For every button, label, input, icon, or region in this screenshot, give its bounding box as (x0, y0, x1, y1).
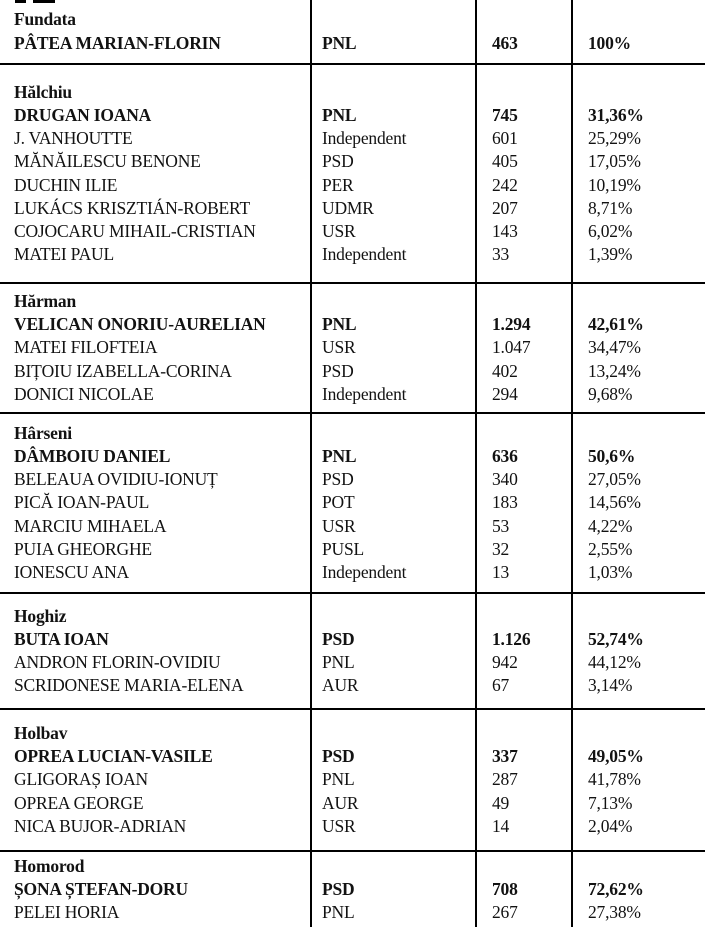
candidate-name: LUKÁCS KRISZTIÁN-ROBERT (14, 197, 250, 218)
candidate-row (0, 538, 705, 561)
candidate-name: COJOCARU MIHAIL-CRISTIAN (14, 220, 256, 241)
candidate-row (0, 127, 705, 150)
results-section (0, 850, 705, 927)
party-cell-empty (312, 722, 476, 745)
candidate-name: MATEI FILOFTEIA (14, 337, 158, 358)
votes-cell-empty (476, 8, 573, 31)
vote-count: 287 (492, 769, 518, 790)
candidate-row (0, 197, 705, 220)
candidate-name: VELICAN ONORIU-AURELIAN (14, 314, 266, 335)
candidate-name: ȘONA ȘTEFAN-DORU (14, 878, 188, 899)
candidate-row (0, 150, 705, 173)
vote-percent: 100% (588, 32, 631, 53)
vote-count: 708 (492, 878, 518, 899)
party-name: Independent (322, 562, 407, 582)
candidate-row (0, 768, 705, 791)
party-name: PSD (322, 360, 354, 381)
vote-count: 183 (492, 492, 518, 513)
party-name: PSD (322, 151, 354, 172)
vote-percent: 7,13% (588, 792, 633, 813)
percent-cell-empty (573, 81, 705, 104)
locality-header-row (0, 722, 705, 745)
party-name: POT (322, 492, 355, 513)
candidate-row (0, 360, 705, 383)
vote-percent: 6,02% (588, 220, 633, 241)
locality-name: Hărman (14, 290, 76, 311)
results-section (0, 63, 705, 282)
party-name: USR (322, 515, 356, 536)
cropped-text-artifact (15, 0, 26, 3)
vote-percent: 34,47% (588, 337, 641, 358)
vote-count: 745 (492, 104, 518, 125)
percent-cell-empty (573, 8, 705, 31)
candidate-name: OPREA LUCIAN-VASILE (14, 746, 213, 767)
party-name: PNL (322, 769, 355, 790)
column-divider-percent (571, 0, 573, 927)
candidate-name: MATEI PAUL (14, 244, 114, 265)
candidate-name: OPREA GEORGE (14, 792, 144, 813)
candidate-row (0, 628, 705, 651)
cropped-text-artifact (33, 0, 55, 3)
party-name: PNL (322, 902, 355, 923)
candidate-row (0, 651, 705, 674)
vote-count: 14 (492, 815, 510, 836)
vote-count: 1.294 (492, 314, 531, 335)
percent-cell-empty (573, 605, 705, 628)
candidate-row (0, 383, 705, 406)
candidate-name: IONESCU ANA (14, 562, 129, 582)
candidate-row (0, 174, 705, 197)
vote-count: 463 (492, 32, 518, 53)
party-name: PNL (322, 104, 357, 125)
results-section (0, 282, 705, 412)
candidate-name: GLIGORAȘ IOAN (14, 769, 148, 790)
vote-count: 49 (492, 792, 510, 813)
candidate-name: J. VANHOUTTE (14, 128, 133, 149)
vote-count: 601 (492, 128, 518, 149)
candidate-row (0, 243, 705, 266)
percent-cell-empty (573, 422, 705, 445)
vote-percent: 31,36% (588, 104, 644, 125)
candidate-name: PÂTEA MARIAN-FLORIN (14, 32, 221, 53)
vote-count: 1.126 (492, 628, 531, 649)
vote-percent: 4,22% (588, 515, 633, 536)
percent-cell-empty (573, 722, 705, 745)
vote-percent: 72,62% (588, 878, 644, 899)
party-cell-empty (312, 81, 476, 104)
candidate-row (0, 515, 705, 538)
vote-count: 337 (492, 746, 518, 767)
vote-percent: 2,04% (588, 815, 633, 836)
vote-percent: 10,19% (588, 174, 641, 195)
vote-percent: 13,24% (588, 360, 641, 381)
candidate-name: NICA BUJOR-ADRIAN (14, 815, 187, 836)
candidate-name: PICĂ IOAN-PAUL (14, 492, 150, 513)
candidate-name: DÂMBOIU DANIEL (14, 445, 171, 466)
candidate-name: BUTA IOAN (14, 628, 109, 649)
party-cell-empty (312, 605, 476, 628)
vote-count: 143 (492, 220, 518, 241)
column-divider-votes (475, 0, 477, 927)
locality-header-row (0, 81, 705, 104)
locality-header-row (0, 8, 705, 31)
vote-percent: 9,68% (588, 383, 633, 404)
party-name: PNL (322, 314, 357, 335)
locality-name: Homorod (14, 855, 85, 876)
results-section (0, 412, 705, 592)
candidate-row (0, 220, 705, 243)
candidate-name: ANDRON FLORIN-OVIDIU (14, 652, 221, 672)
party-cell-empty (312, 422, 476, 445)
percent-cell-empty (573, 290, 705, 313)
party-name: PSD (322, 469, 354, 490)
candidate-name: BELEAUA OVIDIU-IONUȚ (14, 469, 218, 490)
votes-cell-empty (476, 855, 573, 878)
vote-count: 207 (492, 197, 518, 218)
party-name: USR (322, 815, 356, 836)
party-cell-empty (312, 8, 476, 31)
vote-count: 1.047 (492, 337, 531, 358)
votes-cell-empty (476, 605, 573, 628)
results-section (0, 708, 705, 850)
party-name: PSD (322, 746, 355, 767)
vote-percent: 52,74% (588, 628, 644, 649)
candidate-row (0, 491, 705, 514)
candidate-name: MĂNĂILESCU BENONE (14, 151, 201, 172)
candidate-name: BIȚOIU IZABELLA-CORINA (14, 360, 232, 381)
party-name: PSD (322, 628, 355, 649)
party-name: PUSL (322, 538, 364, 559)
locality-name: Holbav (14, 722, 68, 743)
candidate-row (0, 468, 705, 491)
vote-percent: 27,05% (588, 469, 641, 490)
party-name: AUR (322, 792, 359, 813)
candidate-row (0, 745, 705, 768)
locality-name: Hălchiu (14, 81, 72, 102)
candidate-name: DRUGAN IOANA (14, 104, 152, 125)
vote-percent: 17,05% (588, 151, 641, 172)
party-cell-empty (312, 290, 476, 313)
party-name: UDMR (322, 197, 374, 218)
votes-cell-empty (476, 722, 573, 745)
vote-count: 402 (492, 360, 518, 381)
vote-count: 53 (492, 515, 510, 536)
candidate-row (0, 815, 705, 838)
party-name: PER (322, 174, 354, 195)
vote-count: 242 (492, 174, 518, 195)
vote-percent: 8,71% (588, 197, 633, 218)
vote-percent: 2,55% (588, 538, 633, 559)
locality-header-row (0, 855, 705, 878)
party-name: PNL (322, 445, 357, 466)
candidate-row (0, 878, 705, 901)
vote-count: 636 (492, 445, 518, 466)
results-section (0, 0, 705, 63)
locality-name: Hoghiz (14, 605, 67, 626)
vote-count: 340 (492, 469, 518, 490)
votes-cell-empty (476, 81, 573, 104)
candidate-name: PUIA GHEORGHE (14, 538, 152, 559)
party-name: Independent (322, 244, 407, 265)
locality-name: Fundata (14, 9, 76, 30)
candidate-row (0, 32, 705, 55)
party-name: Independent (322, 128, 407, 149)
vote-percent: 41,78% (588, 769, 641, 790)
candidate-row (0, 674, 705, 697)
vote-count: 405 (492, 151, 518, 172)
party-name: PNL (322, 652, 355, 672)
vote-percent: 1,03% (588, 562, 633, 582)
vote-count: 942 (492, 652, 518, 672)
votes-cell-empty (476, 290, 573, 313)
vote-percent: 42,61% (588, 314, 644, 335)
party-name: PNL (322, 32, 357, 53)
vote-percent: 50,6% (588, 445, 636, 466)
party-name: USR (322, 220, 356, 241)
vote-percent: 44,12% (588, 652, 641, 672)
candidate-row (0, 901, 705, 924)
vote-count: 13 (492, 562, 510, 582)
vote-count: 32 (492, 538, 510, 559)
vote-percent: 25,29% (588, 128, 641, 149)
column-divider-party (310, 0, 312, 927)
locality-header-row (0, 422, 705, 445)
vote-percent: 3,14% (588, 675, 633, 696)
candidate-name: MARCIU MIHAELA (14, 515, 167, 536)
candidate-row (0, 336, 705, 359)
party-name: PSD (322, 878, 355, 899)
candidate-row (0, 561, 705, 584)
candidate-row (0, 313, 705, 336)
vote-percent: 14,56% (588, 492, 641, 513)
candidate-name: SCRIDONESE MARIA-ELENA (14, 675, 244, 696)
locality-name: Hârseni (14, 422, 72, 443)
vote-count: 267 (492, 902, 518, 923)
party-name: AUR (322, 675, 359, 696)
vote-percent: 49,05% (588, 746, 644, 767)
candidate-row (0, 445, 705, 468)
candidate-name: DONICI NICOLAE (14, 383, 154, 404)
party-name: Independent (322, 383, 407, 404)
vote-percent: 1,39% (588, 244, 633, 265)
party-name: USR (322, 337, 356, 358)
vote-count: 33 (492, 244, 510, 265)
candidate-name: DUCHIN ILIE (14, 174, 118, 195)
candidate-name: PELEI HORIA (14, 902, 120, 923)
vote-count: 67 (492, 675, 510, 696)
party-cell-empty (312, 855, 476, 878)
results-section (0, 592, 705, 708)
vote-percent: 27,38% (588, 902, 641, 923)
locality-header-row (0, 290, 705, 313)
percent-cell-empty (573, 855, 705, 878)
vote-count: 294 (492, 383, 518, 404)
candidate-row (0, 792, 705, 815)
locality-header-row (0, 605, 705, 628)
candidate-row (0, 104, 705, 127)
votes-cell-empty (476, 422, 573, 445)
